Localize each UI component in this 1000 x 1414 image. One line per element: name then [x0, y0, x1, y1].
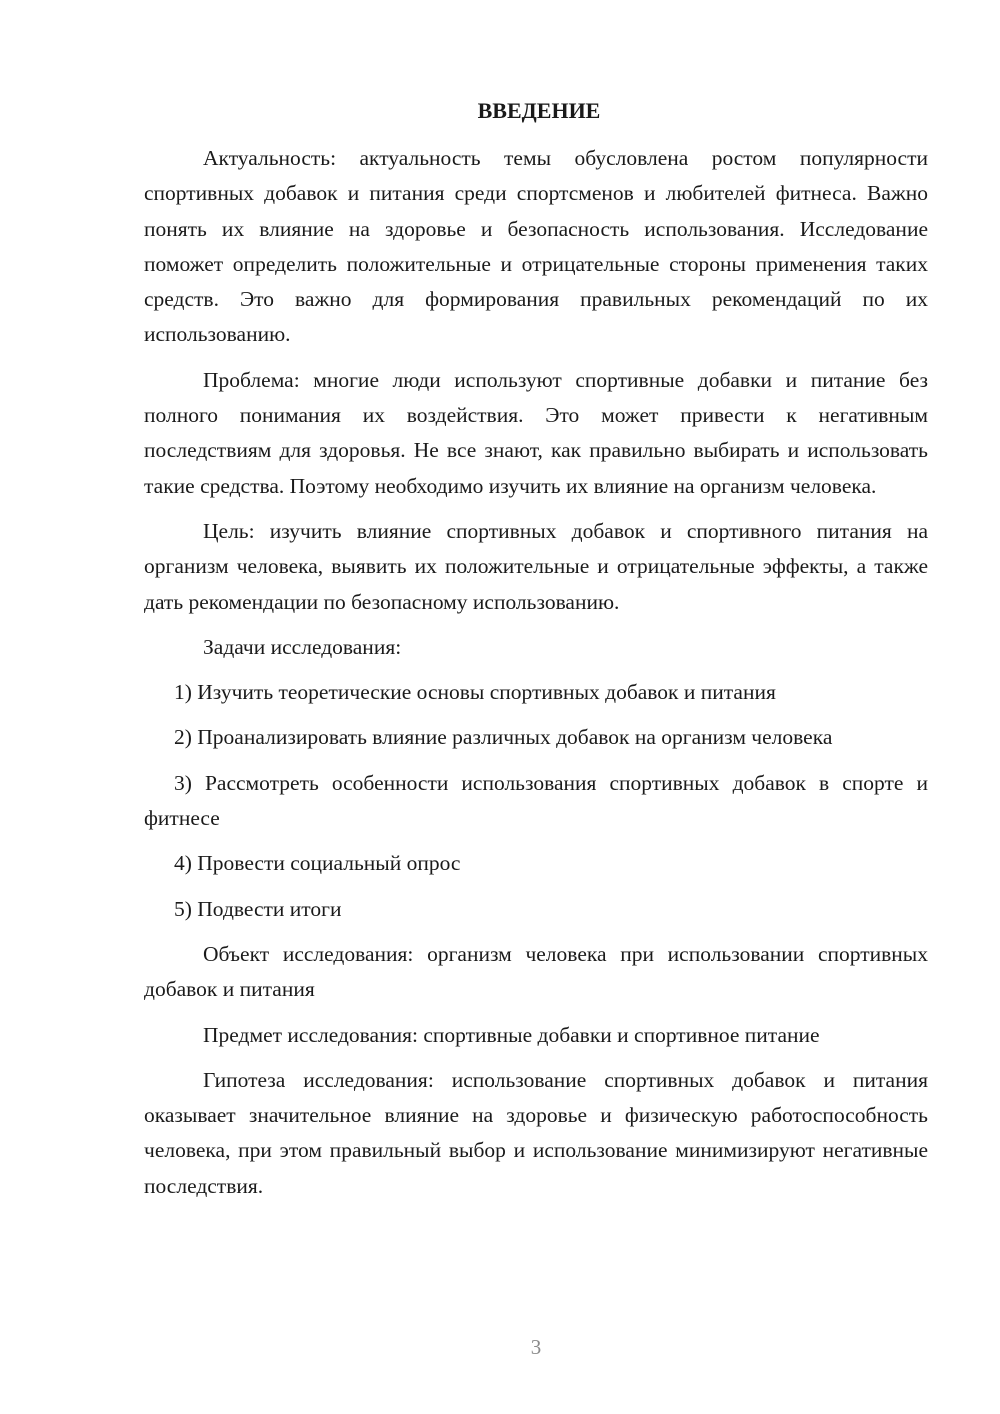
paragraph-problem: Проблема: многие люди используют спортивные добавки и питание без полного понимания их воздействия. Это может привести к негативным последствиям для здоровья. Не все знают, как правильно выбирать и использовать такие средства. Поэтому необходимо изучить их влияние на организм человека. — [144, 367, 928, 498]
paragraph-subject: Предмет исследования: спортивные добавки и спортивное питание — [203, 1022, 820, 1047]
task-item: 1) Изучить теоретические основы спортивных добавок и питания — [174, 680, 776, 705]
tasks-heading: Задачи исследования: — [203, 634, 402, 659]
document-page — [144, 95, 928, 1214]
paragraph-relevance: Актуальность: актуальность темы обусловлена ростом популярности спортивных добавок и питания среди спортсменов и любителей фитнеса. Важно понять их влияние на здоровье и безопасность использования. Исследование поможет определить положительные и отрицательные стороны применения таких средств. Это важно для формирования правильных рекомендаций по их использованию. — [144, 146, 928, 347]
paragraph-hypothesis: Гипотеза исследования: использование спортивных добавок и питания оказывает значительное влияние на здоровье и физическую работоспособность человека, при этом правильный выбор и использование минимизируют негативные последствия. — [144, 1067, 928, 1198]
task-item: 3) Рассмотреть особенности использования спортивных добавок в спорте и фитнесе — [144, 770, 928, 831]
page-number: 3 — [530, 1335, 542, 1359]
section-title: ВВЕДЕНИЕ — [477, 98, 601, 123]
paragraph-goal: Цель: изучить влияние спортивных добавок и спортивного питания на организм человека, выявить их положительные и отрицательные эффекты, а также дать рекомендации по безопасному использованию. — [144, 518, 928, 614]
task-item: 5) Подвести итоги — [174, 896, 342, 921]
paragraph-object: Объект исследования: организм человека при использовании спортивных добавок и питания — [144, 941, 928, 1002]
task-item: 2) Проанализировать влияние различных добавок на организм человека — [174, 725, 833, 750]
task-item: 4) Провести социальный опрос — [174, 851, 461, 876]
